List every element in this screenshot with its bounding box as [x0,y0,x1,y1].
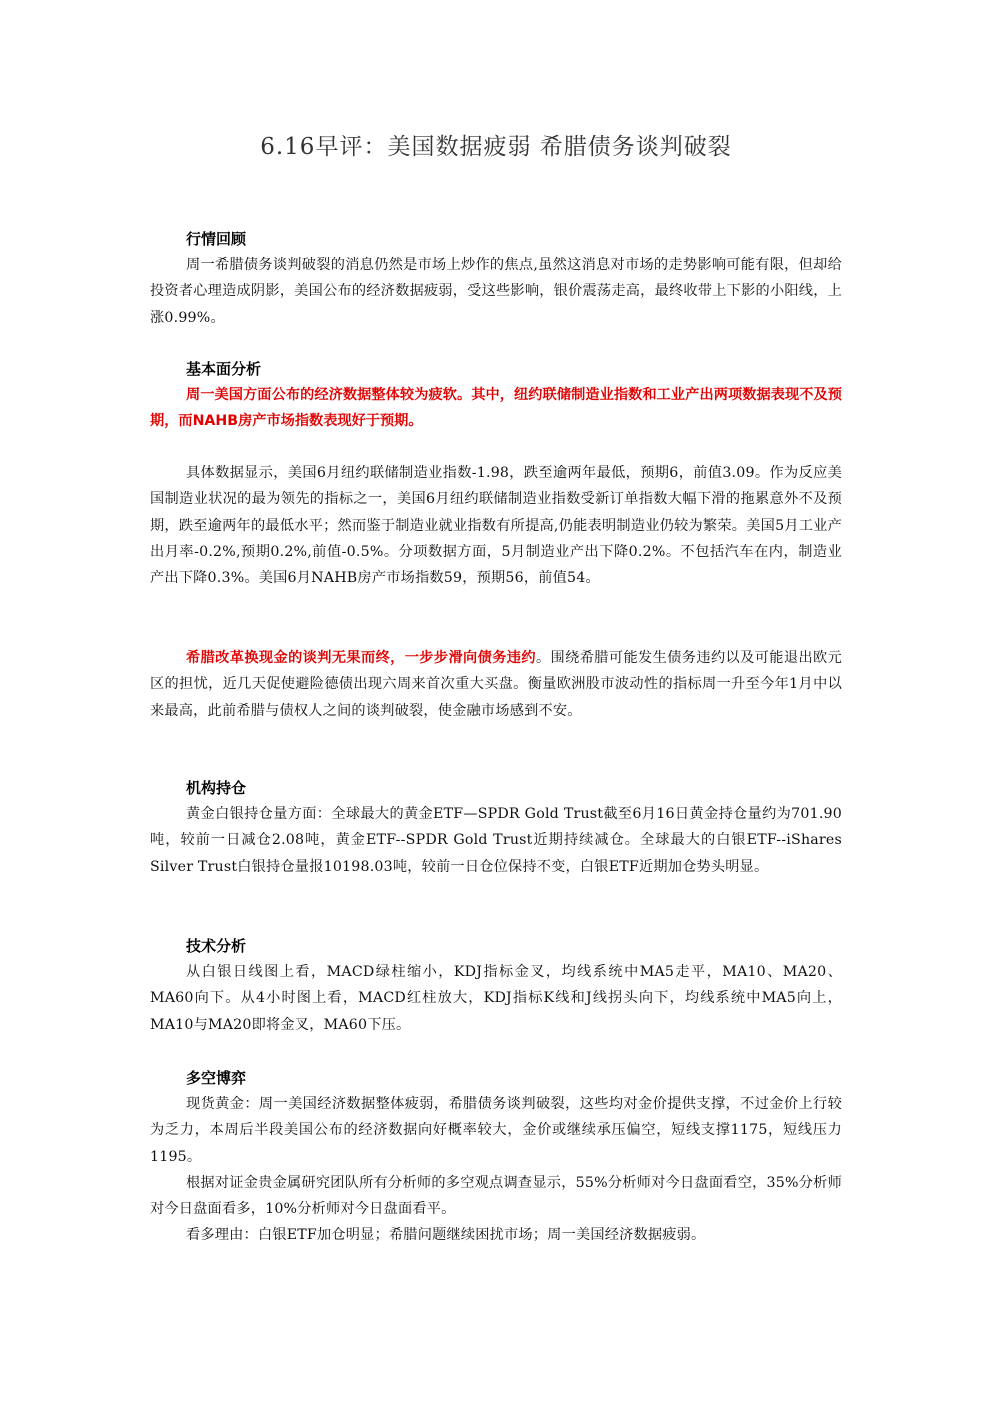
section-technical [150,933,842,1038]
heading-technical: 技术分析 [186,937,247,955]
section-holdings [150,775,842,880]
document-title: 6.16早评：美国数据疲弱 希腊债务谈判破裂 [260,134,732,160]
heading-fundamentals: 基本面分析 [186,360,262,378]
fundamentals-highlight: 周一美国方面公布的经济数据整体较为疲软。其中，纽约联储制造业指数和工业产出两项数据表现不及预期，而NAHB房产市场指数表现好于预期。 [150,387,842,430]
bull-reason-text: 看多理由：白银ETF加仓明显；希腊问题继续困扰市场；周一美国经济数据疲弱。 [186,1227,706,1244]
heading-holdings: 机构持仓 [186,779,247,797]
spot-gold-text: 现货黄金：周一美国经济数据整体疲弱，希腊债务谈判破裂，这些均对金价提供支撑，不过金价上行较为乏力，本周后半段美国公布的经济数据向好概率较大，金价或继续承压偏空，短线支撑1175，短线压力1195。 [150,1096,842,1165]
heading-long-short: 多空博弈 [186,1069,247,1087]
technical-text: 从白银日线图上看，MACD绿柱缩小，KDJ指标金叉，均线系统中MA5走平，MA10、MA20、MA60向下。从4小时图上看，MACD红柱放大，KDJ指标K线和J线拐头向下，均线系统中MA5向上，MA10与MA20即将金叉，MA60下压。 [150,964,842,1033]
section-fundamentals [150,356,842,435]
section-greece [150,645,842,724]
heading-market-review: 行情回顾 [186,230,247,248]
section-market-review [150,226,842,331]
greece-text: 。围绕希腊可能发生债务违约以及可能退出欧元区的担忧，近几天促使避险德债出现六周来首次重大买盘。衡量欧洲股市波动性的指标周一升至今年1月中以来最高，此前希腊与债权人之间的谈判破裂，使金融市场感到不安。 [150,650,842,719]
market-review-text: 周一希腊债务谈判破裂的消息仍然是市场上炒作的焦点,虽然这消息对市场的走势影响可能有限，但却给投资者心理造成阴影，美国公布的经济数据疲弱，受这些影响，银价震荡走高，最终收带上下影的小阳线，上涨0.99%。 [150,257,842,326]
fundamentals-data-text: 具体数据显示，美国6月纽约联储制造业指数-1.98，跌至逾两年最低，预期6，前值3.09。作为反应美国制造业状况的最为领先的指标之一，美国6月纽约联储制造业指数受新订单指数大幅下滑的拖累意外不及预期，跌至逾两年的最低水平；然而鉴于制造业就业指数有所提高,仍能表明制造业仍较为繁荣。美国5月工业产出月率-0.2%,预期0.2%,前值-0.5%。分项数据方面，5月制造业产出下降0.2%。不包括汽车在内，制造业产出下降0.3%。美国6月NAHB房产市场指数59，预期56，前值54。 [150,465,842,587]
greece-highlight: 希腊改革换现金的谈判无果而终，一步步滑向债务违约 [186,650,536,666]
section-fundamentals-data [150,460,842,591]
survey-text: 根据对证金贵金属研究团队所有分析师的多空观点调查显示，55%分析师对今日盘面看空，35%分析师对今日盘面看多，10%分析师对今日盘面看平。 [150,1174,842,1218]
holdings-text: 黄金白银持仓量方面：全球最大的黄金ETF—SPDR Gold Trust截至6月16日黄金持仓量约为701.90吨，较前一日减仓2.08吨，黄金ETF--SPDR Gold Trust近期持续减仓。全球最大的白银ETF--iShares Silver Trust白银持仓量报10198.03吨，较前一日仓位保持不变，白银ETF近期加仓势头明显。 [150,806,842,875]
greece-paragraph [150,645,842,724]
section-long-short [150,1065,842,1249]
